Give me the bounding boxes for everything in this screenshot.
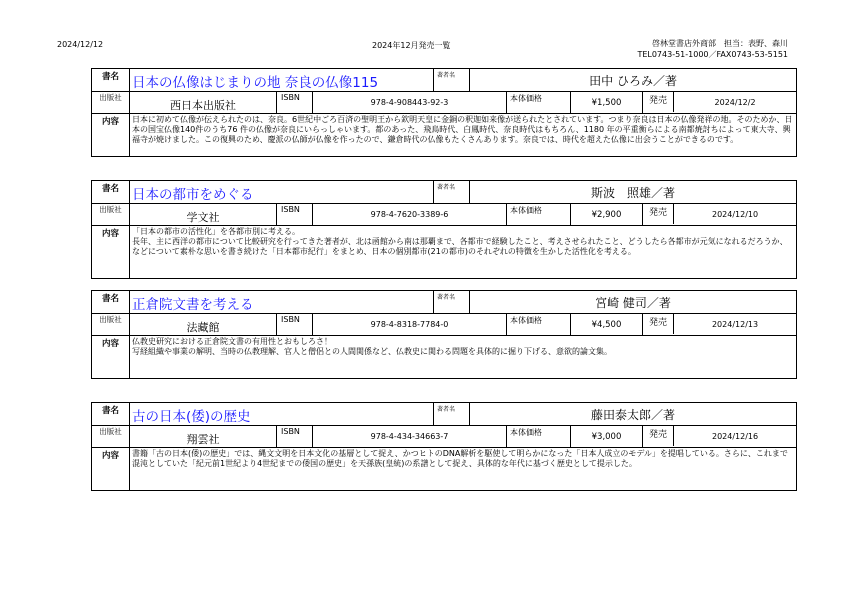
book-publisher: 学文社	[130, 204, 277, 226]
publisher-label: 出版社	[92, 204, 130, 226]
page-title: 2024年12月発売一覧	[372, 41, 451, 50]
content-label: 内容	[92, 226, 130, 279]
content-label: 内容	[92, 448, 130, 491]
book-isbn: 978-4-7620-3389-6	[313, 204, 507, 226]
book-publisher: 法藏館	[130, 314, 277, 336]
date-cell	[643, 314, 797, 336]
author-label: 著者名	[434, 291, 470, 314]
book-date: 2024/12/2	[714, 98, 756, 107]
title-label: 書名	[92, 181, 130, 204]
book-isbn: 978-4-908443-92-3	[313, 92, 507, 114]
book-content: 日本に初めて仏像が伝えられたのは、奈良。6世紀中ごろ百済の聖明王から欽明天皇に金銅の釈迦如来像が送られたとされています。つまり奈良は日本の仏像発祥の地。そのためか、日本の国宝仏像140件のうち76 件の仏像が奈良にいらっしゃいます。都のあった、飛鳥時代、白鳳時代、奈良時代はもちろん、1180 年の平重衡らによる南都焼討ちによって東大寺、興福寺が焼けました。この復興のため、慶派の仏師が仏像を作ったので、鎌倉時代の仏像もたくさんあります。奈良では、時代を超えた仏像に出会うことができるのです。	[130, 114, 797, 157]
price-label: 本体価格	[507, 92, 571, 114]
isbn-label: ISBN	[277, 314, 313, 336]
store-contact	[637, 38, 788, 60]
isbn-label: ISBN	[277, 426, 313, 448]
book-price: ¥3,000	[571, 426, 643, 448]
title-label: 書名	[92, 69, 130, 92]
list-date: 2024/12/12	[57, 40, 104, 49]
author-label: 著者名	[434, 181, 470, 204]
book-date: 2024/12/16	[711, 432, 759, 441]
book-author: 田中 ひろみ／著	[470, 69, 797, 92]
date-label: 発売	[643, 204, 674, 224]
isbn-label: ISBN	[277, 92, 313, 114]
book-entry	[91, 180, 796, 279]
book-content: 仏教史研究における正倉院文書の有用性とおもしろさ！ 写経組織や事業の解明、当時の仏教理解、官人と僧侶との人間関係など、仏教史に関わる問題を具体的に掘り下げる、意欲的論文集。	[130, 336, 797, 379]
title-label: 書名	[92, 403, 130, 426]
author-label: 著者名	[434, 69, 470, 92]
date-label: 発売	[643, 92, 674, 112]
content-label: 内容	[92, 336, 130, 379]
author-label: 著者名	[434, 403, 470, 426]
book-price: ¥1,500	[571, 92, 643, 114]
date-cell	[643, 92, 797, 114]
content-label: 内容	[92, 114, 130, 157]
book-entry	[91, 68, 796, 157]
book-title: 日本の仏像はじまりの地 奈良の仏像115	[130, 69, 434, 92]
book-isbn: 978-4-8318-7784-0	[313, 314, 507, 336]
publisher-label: 出版社	[92, 314, 130, 336]
book-title: 正倉院文書を考える	[130, 291, 434, 314]
book-entry	[91, 402, 796, 491]
book-date: 2024/12/13	[711, 320, 759, 329]
book-content: 「日本の都市の活性化」を各都市別に考える。 長年、主に西洋の都市について比較研究を行ってきた著者が、北は函館から南は那覇まで、各都市で経験したこと、考えさせられたこと、どうしたら各都市が元気になれるだろうか、などについて素朴な思いを書き続けた「日本都市紀行」をまとめ、日本の個別都市(21の都市)のそれぞれの特徴を生かした活性化を考える。	[130, 226, 797, 279]
book-price: ¥4,500	[571, 314, 643, 336]
book-entry	[91, 290, 796, 379]
date-label: 発売	[643, 314, 674, 334]
isbn-label: ISBN	[277, 204, 313, 226]
date-label: 発売	[643, 426, 674, 446]
book-price: ¥2,900	[571, 204, 643, 226]
date-cell	[643, 204, 797, 226]
book-author: 宮崎 健司／著	[470, 291, 797, 314]
price-label: 本体価格	[507, 314, 571, 336]
date-cell	[643, 426, 797, 448]
book-publisher: 翔雲社	[130, 426, 277, 448]
store-phone-fax: TEL0743-51-1000／FAX0743-53-5151	[637, 50, 788, 59]
book-publisher: 西日本出版社	[130, 92, 277, 114]
book-content: 書籍「古の日本(倭)の歴史」では、縄文文明を日本文化の基層として捉え、かつヒトのDNA解析を駆使して明らかになった「日本人成立のモデル」を提唱している。さらに、これまで混沌としていた「紀元前1世紀より4世紀までの倭国の歴史」を天孫族(皇統)の系譜として捉え、具体的な年代に基づく歴史として提示した。	[130, 448, 797, 491]
publisher-label: 出版社	[92, 92, 130, 114]
publisher-label: 出版社	[92, 426, 130, 448]
book-isbn: 978-4-434-34663-7	[313, 426, 507, 448]
book-date: 2024/12/10	[711, 210, 759, 219]
book-title: 日本の都市をめぐる	[130, 181, 434, 204]
book-author: 斯波 照雄／著	[470, 181, 797, 204]
price-label: 本体価格	[507, 426, 571, 448]
title-label: 書名	[92, 291, 130, 314]
book-title: 古の日本(倭)の歴史	[130, 403, 434, 426]
book-author: 藤田泰太郎／著	[470, 403, 797, 426]
store-name: 啓林堂書店外商部 担当：表野、森川	[652, 39, 788, 48]
price-label: 本体価格	[507, 204, 571, 226]
